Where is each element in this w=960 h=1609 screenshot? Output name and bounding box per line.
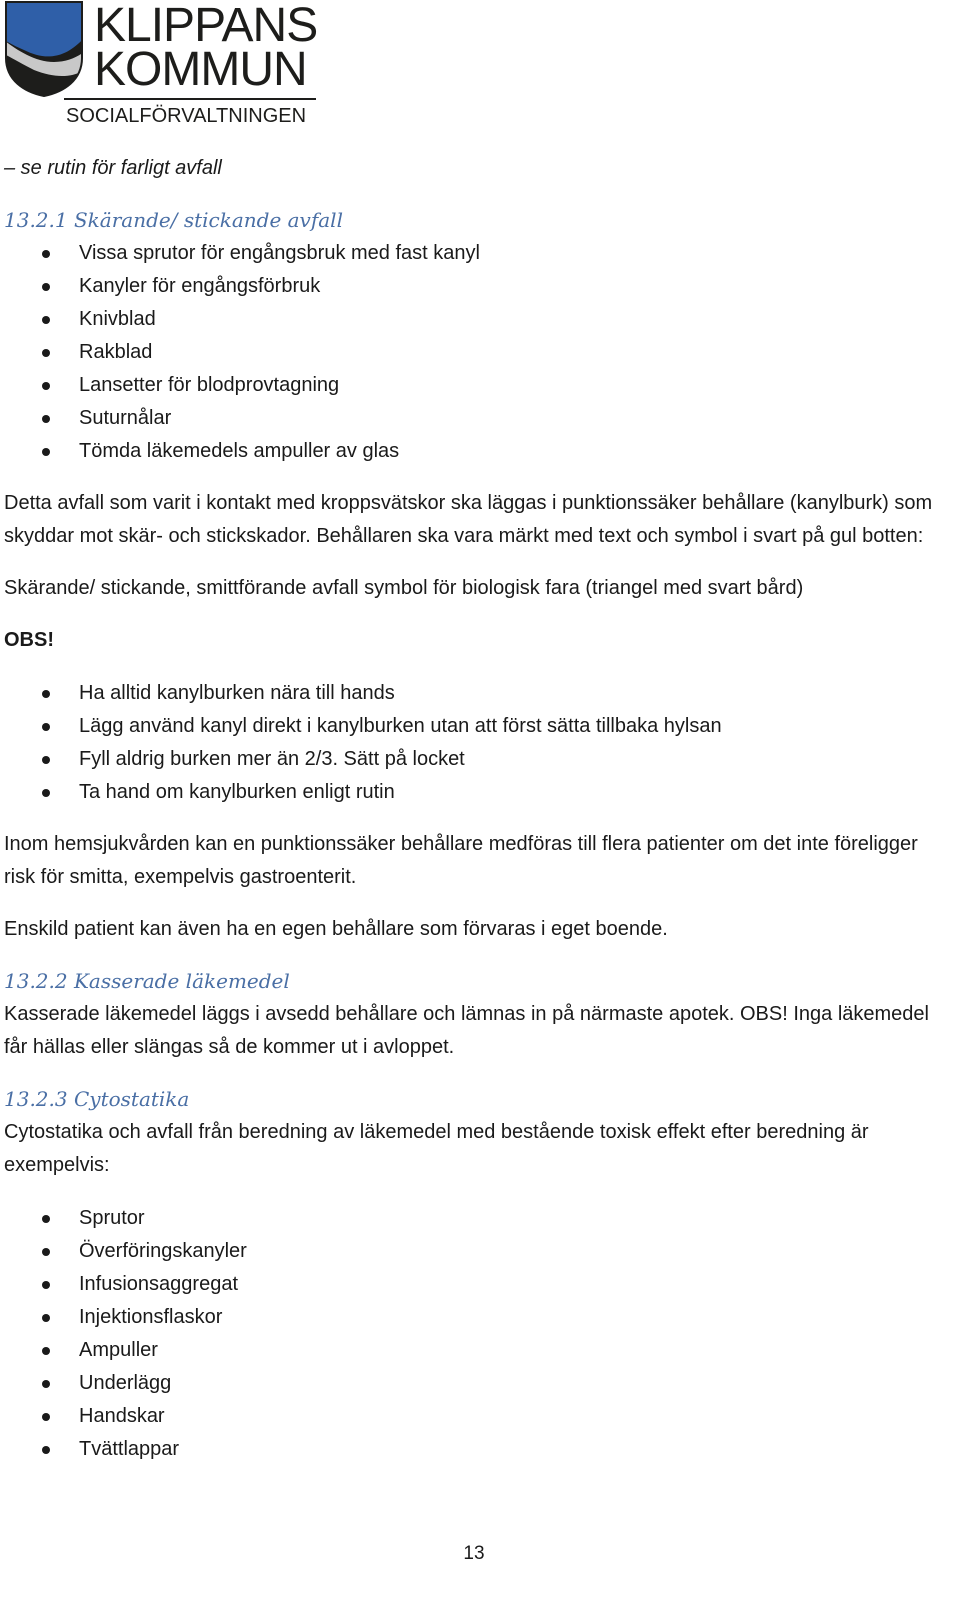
paragraph: Skärande/ stickande, smittförande avfall symbol för biologisk fara (triangel med svart bård) [4,577,804,599]
obs-list [4,677,944,809]
list-item: Vissa sprutor för engångsbruk med fast kanyl [4,237,944,270]
section-heading-13-2-3: 13.2.3 Cytostatika [4,1087,190,1111]
list-item: Tvättlappar [4,1433,944,1466]
paragraph: Kasserade läkemedel läggs i avsedd behållare och lämnas in på närmaste apotek. OBS! Inga läkemedel får hällas eller slängas så de kommer ut i avloppet. [4,1003,929,1058]
list-item: Injektionsflaskor [4,1301,944,1334]
paragraph: Cytostatika och avfall från beredning av läkemedel med bestående toxisk effekt efter beredning är exempelvis: [4,1121,869,1176]
paragraph: Detta avfall som varit i kontakt med kroppsvätskor ska läggas i punktionssäker behållare (kanylburk) som skyddar mot skär- och stickskador. Behållaren ska vara märkt med text och symbol i svart på gul botten: [4,492,933,547]
intro-reference: – se rutin för farligt avfall [4,157,222,179]
paragraph: Inom hemsjukvården kan en punktionssäker behållare medföras till flera patienter om det inte föreligger risk för smitta, exempelvis gastroenterit. [4,833,918,888]
sharp-waste-list [4,237,944,468]
list-item: Ha alltid kanylburken nära till hands [4,677,944,710]
logo-line-1: KLIPPANS [94,0,318,52]
section-heading-13-2-1: 13.2.1 Skärande/ stickande avfall [4,208,343,232]
list-item: Överföringskanyler [4,1235,944,1268]
cytostatics-list [4,1202,944,1466]
list-item: Fyll aldrig burken mer än 2/3. Sätt på locket [4,743,944,776]
paragraph: Enskild patient kan även ha en egen behållare som förvaras i eget boende. [4,918,668,940]
list-item: Infusionsaggregat [4,1268,944,1301]
logo-subtitle: SOCIALFÖRVALTNINGEN [66,105,307,127]
list-item: Kanyler för engångsförbruk [4,270,944,303]
list-item: Tömda läkemedels ampuller av glas [4,435,944,468]
list-item: Lansetter för blodprovtagning [4,369,944,402]
list-item: Underlägg [4,1367,944,1400]
list-item: Suturnålar [4,402,944,435]
list-item: Ampuller [4,1334,944,1367]
section-heading-13-2-2: 13.2.2 Kasserade läkemedel [4,969,290,993]
obs-label: OBS! [4,629,54,651]
page-number: 13 [463,1543,485,1564]
klippans-kommun-logo [4,0,320,130]
list-item: Rakblad [4,336,944,369]
list-item: Handskar [4,1400,944,1433]
list-item: Knivblad [4,303,944,336]
municipal-shield-icon [4,0,84,98]
document-body [4,152,944,1466]
logo-line-2: KOMMUN [94,43,307,96]
list-item: Lägg använd kanyl direkt i kanylburken utan att först sätta tillbaka hylsan [4,710,944,743]
list-item: Ta hand om kanylburken enligt rutin [4,776,944,809]
logo-divider [64,98,316,100]
list-item: Sprutor [4,1202,944,1235]
